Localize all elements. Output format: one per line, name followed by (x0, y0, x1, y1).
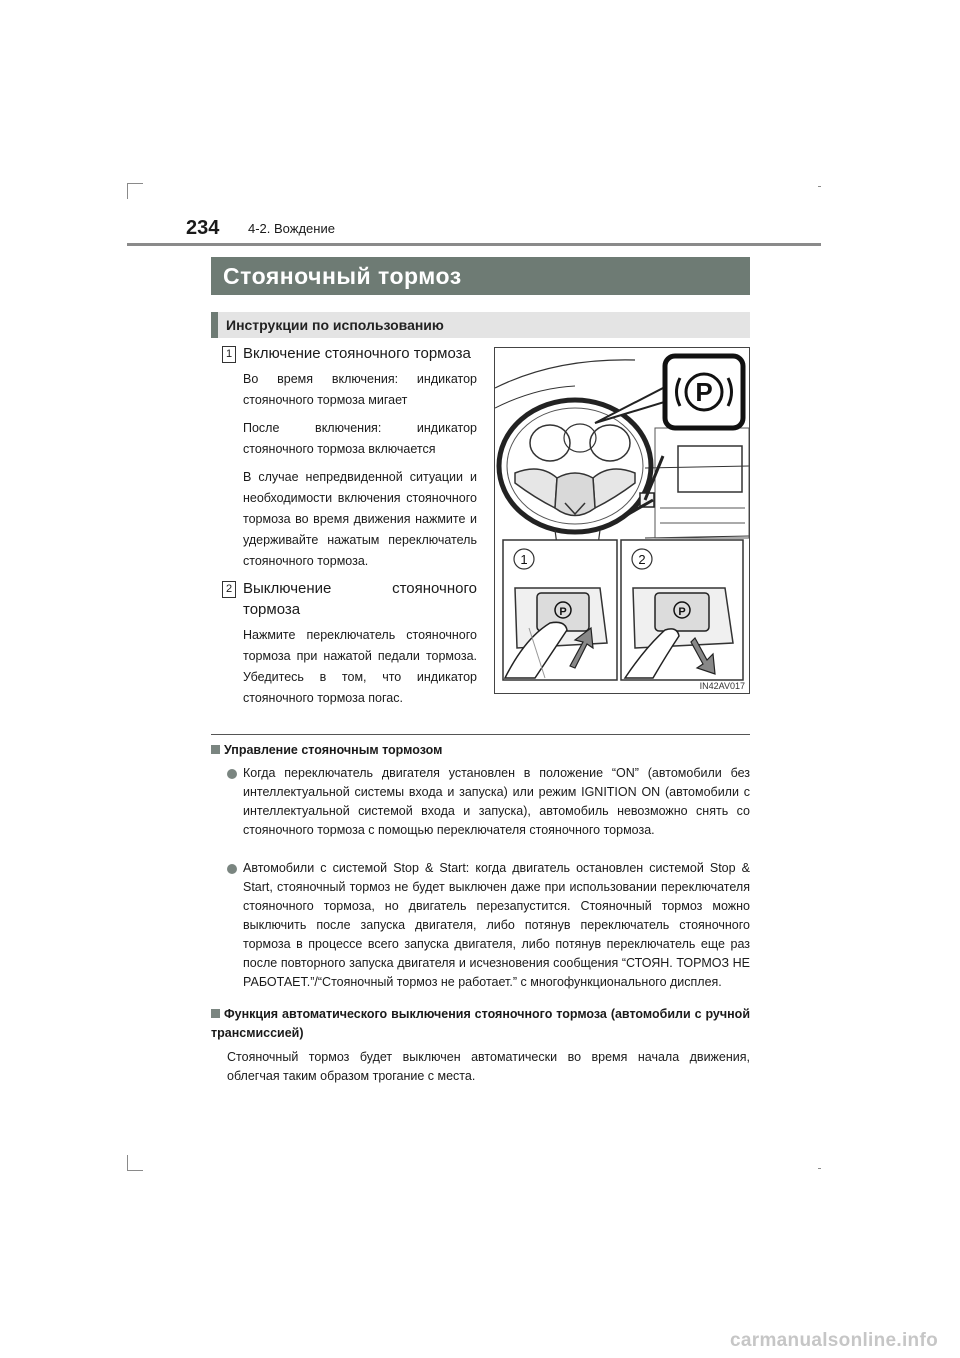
indicator-letter: P (695, 377, 713, 407)
step-1-number: 1 (222, 346, 236, 363)
page-number: 234 (186, 217, 220, 239)
step-1-body (243, 369, 477, 572)
step-2-title-line2: тормоза (243, 601, 301, 618)
figure-callout-1: 1 (520, 552, 528, 567)
figure-code: IN42AV017 (699, 681, 745, 691)
header-rule (127, 243, 821, 246)
crop-mark-bottom-left-v (127, 1155, 128, 1171)
square-bullet-icon (211, 1009, 220, 1018)
crop-mark-bottom-left-h (127, 1170, 143, 1171)
step-2-number: 2 (222, 581, 236, 598)
step-1-title: Включение стояночного тормоза (243, 345, 471, 362)
step-1-para-1: Во время включения: индикатор стояночного тормоза мигает (243, 372, 477, 407)
note-2-heading (211, 1005, 750, 1043)
panel-2-switch-letter: P (678, 606, 686, 618)
note-1-heading-text: Управление стояночным тормозом (224, 743, 443, 757)
round-bullet-icon (227, 769, 237, 779)
step-2-title-line1: Выключение стояночного (243, 580, 477, 597)
square-bullet-icon (211, 745, 220, 754)
section-label: 4-2. Вождение (248, 221, 335, 236)
note-2-heading-text: Функция автоматического выключения стояночного тормоза (автомобили с ручной трансмиссией) (211, 1007, 750, 1040)
round-bullet-icon (227, 864, 237, 874)
note-2-text: Стояночный тормоз будет выключен автоматически во время начала движения, облегчая таким образом трогание с места. (227, 1050, 750, 1083)
crop-mark-top-right (818, 186, 821, 187)
crop-mark-top-left-v (127, 183, 128, 199)
parking-brake-illustration (494, 347, 750, 694)
crop-mark-bottom-right (818, 1168, 821, 1169)
subsection-title: Инструкции по использованию (211, 312, 750, 338)
note-1-heading (211, 741, 750, 760)
panel-1-switch-letter: P (559, 606, 567, 618)
step-1-para-3: В случае непредвиденной ситуации и необходимости включения стояночного тормоза во время движения нажмите и удерживайте нажатым переключатель стояночного тормоза. (243, 470, 477, 568)
watermark: carmanualsonline.info (730, 1330, 938, 1351)
step-2-para-1: Нажмите переключатель стояночного тормоза при нажатой педали тормоза. Убедитесь в том, что индикатор стояночного тормоза погас. (243, 628, 477, 705)
page-title: Стояночный тормоз (211, 257, 750, 295)
figure-callout-2: 2 (638, 552, 646, 567)
step-2-body (243, 625, 477, 709)
crop-mark-top-left-h (127, 183, 143, 184)
note-1-bullet-2: Автомобили с системой Stop & Start: когда двигатель остановлен системой Stop & Start, стояночный тормоз не будет выключен даже при использовании переключателя стояночного тормоза, но двигатель перезапустится. Стояночный тормоз можно выключить после запуска двигателя, либо потянув переключатель стояночного тормоза в процессе всего запуска двигателя, либо потянув переключатель еще раз после повторного запуска двигателя и исчезновения сообщения “СТОЯН. ТОРМОЗ НЕ РАБОТАЕТ.”/“Стояночный тормоз не работает.” с многофункционального дисплея. (243, 861, 750, 989)
illustration-svg (495, 348, 749, 693)
step-1-para-2: После включения: индикатор стояночного тормоза включается (243, 421, 477, 456)
note-1-bullet-1: Когда переключатель двигателя установлен в положение “ON” (автомобили без интеллектуальной системы входа и запуска) или режим IGNITION ON (автомобили с интеллектуальной системой входа и запуска), автомобиль невозможно снять со стояночного тормоза с помощью переключателя стояночного тормоза. (243, 766, 750, 837)
section-divider (211, 734, 750, 735)
